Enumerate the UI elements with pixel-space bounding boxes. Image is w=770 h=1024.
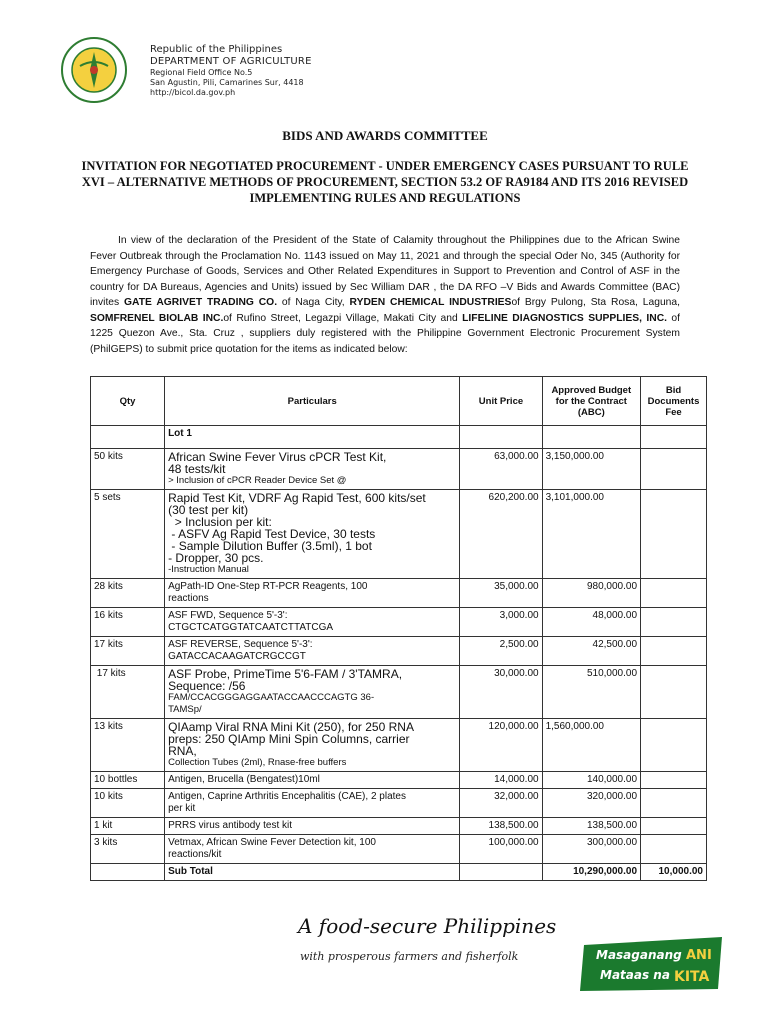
abc-cell: 320,000.00 (542, 789, 640, 818)
particular-line: Antigen, Caprine Arthritis Encephalitis (CAE), 2 plates (168, 791, 406, 802)
table-row (91, 579, 707, 608)
particular-line: reactions/kit (168, 849, 222, 860)
abc-cell: 138,500.00 (542, 818, 640, 835)
particulars-cell (165, 818, 460, 835)
department-text: DEPARTMENT OF AGRICULTURE (150, 56, 312, 67)
abc-cell: 980,000.00 (542, 579, 640, 608)
particular-line: 48 tests/kit (168, 462, 226, 476)
particular-subline: Collection Tubes (2ml), Rnase-free buffers (168, 757, 347, 768)
particulars-cell (165, 772, 460, 789)
qty-cell: 10 kits (91, 789, 165, 818)
particular-line: ASF Probe, PrimeTime 5'6-FAM / 3'TAMRA, (168, 667, 403, 681)
particulars-cell (165, 608, 460, 637)
subtotal-abc: 10,290,000.00 (573, 866, 638, 877)
particular-line: RNA, (168, 744, 197, 758)
office-text: Regional Field Office No.5 (150, 68, 253, 77)
lot-label: Lot 1 (168, 428, 192, 439)
lot-row (91, 426, 707, 449)
table-row (91, 818, 707, 835)
fee-cell (641, 772, 707, 789)
fee-cell (641, 719, 707, 772)
table-header-row (91, 377, 707, 426)
table-row (91, 637, 707, 666)
fee-cell (641, 608, 707, 637)
republic-text: Republic of the Philippines (150, 44, 283, 55)
abc-cell: 42,500.00 (542, 637, 640, 666)
badge-line1: Masaganang (596, 948, 682, 962)
invitation-title: INVITATION FOR NEGOTIATED PROCUREMENT - UNDER EMERGENCY CASES PURSUANT TO RULE XVI – ALTERNATIVE METHODS OF PROCUREMENT, SECTION 53.2 OF RA9184 AND ITS 2016 REVISED IMPLEMENTING RULES AND REGULATIONS (81, 159, 689, 205)
header-unit-price: Unit Price (460, 377, 542, 426)
particular-subline: FAM/CCACGGGAGGAATACCAACCCAGTG 36- (168, 692, 375, 703)
particular-subline: TAMSp/ (168, 704, 202, 715)
abc-cell: 300,000.00 (542, 835, 640, 864)
intro-paragraph: In view of the declaration of the President of the State of Calamity throughout the Philippines due to the African Swine Fever Outbreak through the Proclamation No. 1143 issued on May 11, 2021 and through the special Oder No, 345 (Authority for Emergency Purchase of Goods, Services and Other Related Expenditures in Support to Prevention and Control of ASF in the country for DA Bureaus, Agencies and Units) issued by Sec William DAR , the DA RFO –V Bids and Awards Committee (BAC) invites GATE AGRIVET TRADING CO. of Naga City, RYDEN CHEMICAL INDUSTRIESof Brgy Pulong, Sta Rosa, Laguna, SOMFRENEL BIOLAB INC.of Rufino Street, Legazpi Village, Makati City and LIFELINE DIAGNOSTICS SUPPLIES, INC. of 1225 Quezon Ave., Sta. Cruz , suppliers duly registered with the Philippine Government Electronic Procurement System (PhilGEPS) to submit price quotation for the items as indicated below: (90, 235, 680, 355)
unit-price-cell: 30,000.00 (460, 666, 542, 719)
particular-line: CTGCTCATGGTATCAATCTTATCGA (168, 622, 334, 633)
particular-subline: > Inclusion of cPCR Reader Device Set @ (168, 475, 347, 486)
particular-line: ASF REVERSE, Sequence 5'-3': (168, 639, 313, 650)
table-row (91, 490, 707, 579)
table-row (91, 772, 707, 789)
particulars-cell (165, 490, 460, 579)
department-of-agriculture-seal (60, 36, 140, 104)
particular-line: reactions (168, 593, 209, 604)
committee-title: BIDS AND AWARDS COMMITTEE (282, 128, 488, 143)
badge-kita: KITA (674, 969, 710, 985)
masaganang-ani-badge (578, 935, 728, 993)
particulars-cell (165, 579, 460, 608)
fee-cell (641, 789, 707, 818)
website-link[interactable]: http://bicol.da.gov.ph (150, 88, 236, 97)
particulars-cell (165, 719, 460, 772)
footer-slogan: A food-secure Philippines (298, 914, 557, 938)
particulars-cell (165, 666, 460, 719)
unit-price-cell: 138,500.00 (460, 818, 542, 835)
unit-price-cell: 35,000.00 (460, 579, 542, 608)
particular-line: > Inclusion per kit: (168, 515, 272, 529)
particulars-cell (165, 835, 460, 864)
particulars-cell (165, 449, 460, 490)
table-row (91, 666, 707, 719)
particular-line: (30 test per kit) (168, 503, 249, 517)
abc-cell: 3,101,000.00 (542, 490, 640, 579)
unit-price-cell: 14,000.00 (460, 772, 542, 789)
qty-cell: 17 kits (91, 666, 165, 719)
particular-line: PRRS virus antibody test kit (168, 820, 293, 831)
particular-line: Sequence: /56 (168, 679, 246, 693)
particular-line: - Dropper, 30 pcs. (168, 551, 264, 565)
letterhead (60, 36, 760, 106)
abc-cell: 48,000.00 (542, 608, 640, 637)
qty-cell: 50 kits (91, 449, 165, 490)
unit-price-cell: 620,200.00 (460, 490, 542, 579)
qty-cell: 13 kits (91, 719, 165, 772)
subtotal-fee: 10,000.00 (658, 866, 703, 877)
fee-cell (641, 835, 707, 864)
qty-cell: 28 kits (91, 579, 165, 608)
abc-cell: 140,000.00 (542, 772, 640, 789)
subtotal-row (91, 864, 707, 881)
subtotal-label: Sub Total (168, 866, 213, 877)
badge-ani: ANI (686, 948, 712, 963)
qty-cell: 16 kits (91, 608, 165, 637)
qty-cell: 3 kits (91, 835, 165, 864)
particular-line: AgPath-ID One-Step RT-PCR Reagents, 100 (168, 581, 368, 592)
unit-price-cell: 120,000.00 (460, 719, 542, 772)
table-row (91, 608, 707, 637)
particulars-cell (165, 637, 460, 666)
company-lifeline: LIFELINE DIAGNOSTICS SUPPLIES, INC. (462, 312, 667, 324)
procurement-table (90, 376, 707, 881)
unit-price-cell: 63,000.00 (460, 449, 542, 490)
header-qty: Qty (91, 377, 165, 426)
qty-cell: 5 sets (91, 490, 165, 579)
header-abc: Approved Budget for the Contract (ABC) (542, 377, 640, 426)
company-gate-agrivet: GATE AGRIVET TRADING CO. (124, 297, 278, 308)
table-row (91, 449, 707, 490)
qty-cell: 17 kits (91, 637, 165, 666)
particular-line: African Swine Fever Virus cPCR Test Kit, (168, 450, 387, 464)
company-somfrenel: SOMFRENEL BIOLAB INC. (90, 312, 224, 324)
fee-cell (641, 818, 707, 835)
unit-price-cell: 3,000.00 (460, 608, 542, 637)
particular-line: Vetmax, African Swine Fever Detection kit, 100 (168, 837, 376, 848)
fee-cell (641, 490, 707, 579)
particular-line: Antigen, Brucella (Bengatest)10ml (168, 774, 320, 785)
qty-cell: 1 kit (91, 818, 165, 835)
fee-cell (641, 637, 707, 666)
table-row (91, 835, 707, 864)
fee-cell (641, 579, 707, 608)
company-ryden: RYDEN CHEMICAL INDUSTRIES (349, 297, 512, 308)
particular-line: - ASFV Ag Rapid Test Device, 30 tests (168, 527, 376, 541)
abc-cell: 510,000.00 (542, 666, 640, 719)
table-row (91, 719, 707, 772)
particular-line: - Sample Dilution Buffer (3.5ml), 1 bot (168, 539, 372, 553)
particular-line: ASF FWD, Sequence 5'-3': (168, 610, 288, 621)
abc-cell: 3,150,000.00 (542, 449, 640, 490)
particular-subline: -Instruction Manual (168, 564, 249, 575)
particular-line: Rapid Test Kit, VDRF Ag Rapid Test, 600 kits/set (168, 491, 426, 505)
unit-price-cell: 32,000.00 (460, 789, 542, 818)
badge-line2: Mataas na (600, 968, 670, 982)
particulars-cell (165, 789, 460, 818)
unit-price-cell: 2,500.00 (460, 637, 542, 666)
fee-cell (641, 666, 707, 719)
table-row (91, 789, 707, 818)
particular-line: preps: 250 QIAmp Mini Spin Columns, carrier (168, 732, 410, 746)
qty-cell: 10 bottles (91, 772, 165, 789)
address-text: San Agustin, Pili, Camarines Sur, 4418 (150, 78, 304, 87)
header-particulars: Particulars (165, 377, 460, 426)
agency-block (150, 44, 312, 98)
abc-cell: 1,560,000.00 (542, 719, 640, 772)
unit-price-cell: 100,000.00 (460, 835, 542, 864)
particular-line: per kit (168, 803, 196, 814)
particular-line: QIAamp Viral RNA Mini Kit (250), for 250 RNA (168, 720, 414, 734)
particular-line: GATACCACAAGATCRGCCGT (168, 651, 306, 662)
fee-cell (641, 449, 707, 490)
footer-subslogan: with prosperous farmers and fisherfolk (300, 950, 519, 963)
header-fee: Bid Documents Fee (641, 377, 707, 426)
